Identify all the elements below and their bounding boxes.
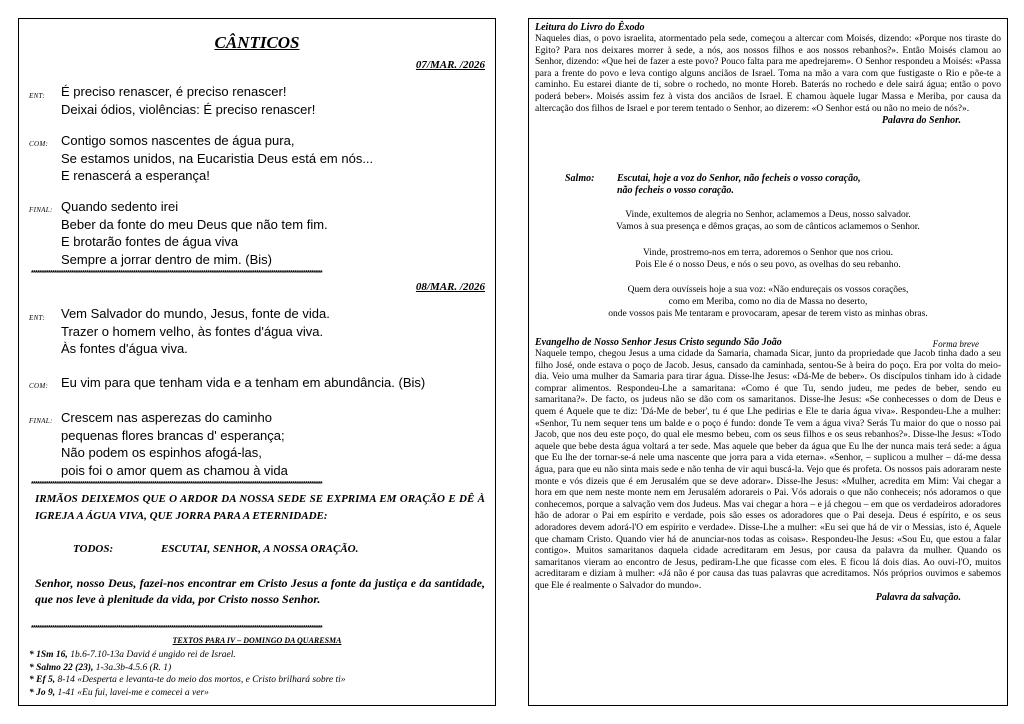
hymn-line: Quando sedento irei [61,199,179,214]
date-first-sunday: 07/MAR. /2026 [415,59,485,71]
gospel-form: Forma breve [932,339,979,349]
separator: ***************************************************************************************************************************************** [31,625,323,632]
hymn-line: Não podem os espinhos afogá-las, [61,445,262,460]
stanza-line: Vinde, prostremo-nos em terra, adoremos o Senhor que nos criou. [642,248,894,258]
hymn-line: Eu vim para que tenham vida e a tenham em abundância. (Bis) [61,375,426,390]
hymn-line: Contigo somos nascentes de água pura, [61,133,295,148]
final-label: FINAL: [29,206,53,214]
reference-text: 8-14 «Desperta e levanta-te do meio dos mortos, e Cristo brilhará sobre ti» [55,675,346,685]
hymn-line: E renascerá a esperança! [61,168,210,183]
stanza-line: Vinde, exultemos de alegria no Senhor, aclamemos a Deus, nosso salvador. [625,210,911,220]
final-label: FINAL: [29,417,53,425]
hymn-line: Se estamos unidos, na Eucaristia Deus está em nós... [61,150,374,166]
first-reading [535,34,1001,126]
prayer-intro: IRMÃOS DEIXEMOS QUE O ARDOR DA NOSSA SEDE SE EXPRIMA EM ORAÇÃO E DÊ À IGREJA A ÁGUA VIVA, QUE JORRA PARA A ETERNIDADE: [35,493,485,522]
ent-hymn-2 [61,305,489,358]
reference-item [29,662,489,675]
com-hymn-2 [61,374,489,392]
hymn-line: Vem Salvador do mundo, Jesus, fonte de vida. [61,306,330,321]
hymn-line: Deixai ódios, violências: É preciso renascer! [61,101,316,117]
todos-text: ESCUTAI, SENHOR, A NOSSA ORAÇÃO. [161,543,359,555]
reference-text: 1b.6-7.10-13a David é ungido rei de Israel. [67,650,236,660]
reference-citation: * Jo 9, [29,687,56,698]
ent-label: ENT: [29,92,45,100]
stanza-line: Quem dera ouvísseis hoje a sua voz: «Não endureçais os vossos corações, [627,285,909,295]
hymn-line: Trazer o homem velho, às fontes d'água viva. [61,323,324,339]
reading-references [29,649,489,699]
reference-item [29,687,489,700]
hymn-line: pequenas flores brancas d' esperança; [61,427,285,443]
reference-text: 1-41 «Eu fui, lavei-me e comecei a ver» [55,687,209,698]
stanza-line: Vamos à sua presença e dêmos graças, ao som de cânticos aclamemos o Senhor. [616,222,920,232]
reference-citation: * Salmo 22 (23), [29,662,94,673]
closing-prayer: Senhor, nosso Deus, fazei-nos encontrar em Cristo Jesus a fonte da justiça e da santidade, que nos leve à plenitude da vida, por Cristo nosso Senhor. [35,576,485,606]
left-page [18,18,496,706]
psalm-line: Escutai, hoje a voz do Senhor, não fecheis o vosso coração, [617,173,861,184]
reference-citation: * 1Sm 16, [29,650,68,660]
ent-hymn-1 [61,83,489,118]
psalm-stanza [535,284,1001,320]
todos-response [73,543,358,555]
final-hymn-2 [61,409,489,479]
hymn-line: pois foi o amor quem as chamou à vida [61,462,288,478]
hymn-line: Beber da fonte do meu Deus que não tem fim. [61,216,328,232]
hymn-line: E brotarão fontes de água viva [61,234,239,249]
hymn-line: Crescem nas asperezas do caminho [61,410,272,425]
psalm-response [565,173,861,197]
stanza-line: Pois Ele é o nosso Deus, e nós o seu povo, as ovelhas do seu rebanho. [635,260,901,270]
page-title: CÂNTICOS [214,33,300,52]
reference-citation: * Ef 5, [29,675,56,685]
gospel-title: Evangelho de Nosso Senhor Jesus Cristo segundo São João [535,337,782,348]
com-label: COM: [29,140,49,148]
com-label: COM: [29,382,49,390]
right-page [528,18,1008,706]
psalm-label: Salmo: [565,173,595,184]
psalm-stanza [535,247,1001,271]
ent-label: ENT: [29,314,45,322]
stanza-line: como em Meriba, como no dia de Massa no deserto, [668,297,868,307]
psalm-line: não fecheis o vosso coração. [617,185,734,196]
texts-heading: TEXTOS PARA IV – DOMINGO DA QUARESMA [172,636,342,645]
gospel-body: Naquele tempo, chegou Jesus a uma cidade da Samaria, chamada Sicar, junto da propriedade que Jacob tinha dado a seu filho José, onde estava o poço de Jacob. Jesus, cansado da caminhada, sentou-Se à beira do poço. Era por volta do meio-dia. Veio uma mulher da Samaria para tirar água. Disse-lhe Jesus: «Dá-Me de beber». Os discípulos tinham ido à cidade comprar alimentos. Respondeu-Lhe a samaritana: «Como é que Tu, sendo judeu, me pedes de beber, sendo eu samaritana?». De facto, os judeus não se dão com os samaritanos. Disse-lhe Jesus: «Se conhecesses o dom de Deus e quem é Aquele que te diz: 'Dá-Me de beber', tu é que Lhe pedirias e Ele te daria água viva». Respondeu-Lhe a mulher: «Senhor, Tu nem sequer tens um balde e o poço é fundo: donde Te vem a água viva? Serás Tu maior do que o nosso pai Jacob, que nos deu este poço, do qual ele mesmo bebeu, com os seus filhos e os seus rebanhos?». Disse-lhe Jesus: «Todo aquele que bebe desta água voltará a ter sede. Mas aquele que beber da água que Eu lhe der nunca mais terá sede: a água que Eu lhe der tornar-se-á nele uma nascente que jorra para a vida eterna». «Senhor, – suplicou a mulher – dá-me dessa água, para que eu não sinta mais sede e não tenha de vir aqui buscá-la. Vejo que és profeta. Os nossos pais adoraram neste monte e vós dizeis que é em Jerusalém que se deve adorar». Disse-lhe Jesus: «Mulher, acredita em Mim: Vai chegar a hora em que nem neste monte nem em Jerusalém adorareis o Pai. Vós adorais o que não conheceis; nós adoramos o que conhecemos, porque a salvação vem dos Judeus. Mas vai chegar a hora – e já chegou – em que os verdadeiros adoradores hão de adorar o Pai em espírito e verdade, pois são esses os adoradores que o Pai deseja. Deus é espírito, e os seus adoradores devem adorá-l'O em espírito e verdade». Disse-Lhe a mulher: «Eu sei que há de vir o Messias, isto é, Aquele que chamam Cristo. Quando vier há de anunciar-nos todas as coisas». Respondeu-lhe Jesus: «Sou Eu, que estou a falar contigo». Muitos samaritanos daquela cidade acreditaram em Jesus, por causa da palavra da mulher. Quando os samaritanos vieram ao encontro de Jesus, pediram-Lhe que ficasse com eles. E ficou lá dois dias. Ao ouvi-l'O, muitos acreditaram e diziam à mulher: «Já não é por causa das tuas palavras que acreditamos. Nós próprios ouvimos e sabemos que Ele é realmente o Salvador do mundo». [535,349,1001,591]
separator: ***************************************************************************************************************************************** [31,481,323,488]
final-hymn-1 [61,198,489,268]
com-hymn-1 [61,132,489,185]
psalm-stanza [535,209,1001,233]
reading-title: Leitura do Livro do Êxodo [535,22,645,33]
gospel-end: Palavra da salvação. [875,592,961,604]
reference-text: 1-3a.3b-4.5.6 (R. 1) [93,662,172,673]
gospel-reading [535,349,1001,603]
stanza-line: onde vossos pais Me tentaram e provocaram, apesar de terem visto as minhas obras. [608,309,928,319]
todos-label: TODOS: [73,543,114,555]
reference-item [29,649,489,662]
reference-item [29,674,489,687]
date-second-sunday: 08/MAR. /2026 [415,281,485,293]
hymn-line: Às fontes d'água viva. [61,341,188,356]
hymn-line: Sempre a jorrar dentro de mim. (Bis) [61,251,272,267]
reading-body: Naqueles dias, o povo israelita, atormentado pela sede, começou a altercar com Moisés, dizendo: «Porque nos tiraste do Egito? Para nos deixares morrer à sede, a nós, aos nossos filhos e aos nossos rebanhos?». Então Moisés clamou ao Senhor, dizendo: «Que hei de fazer a este povo? Pouco falta para me apedrejarem». O Senhor respondeu a Moisés: «Passa para a frente do povo e leva contigo alguns anciãos de Israel. Toma na mão a vara com que fustigaste o Rio e põe-te a caminho. Eu estarei diante de ti, sobre o rochedo, no monte Horeb. Baterás no rochedo e dele sairá água; então o povo poderá beber». Moisés assim fez à vista dos anciãos de Israel. E chamou àquele lugar Massa e Meriba, por causa da altercação dos filhos de Israel e por terem tentado o Senhor, ao dizerem: «O Senhor está ou não no meio de nós?». [535,34,1001,114]
hymn-line: É preciso renascer, é preciso renascer! [61,84,287,99]
reading-end: Palavra do Senhor. [881,115,961,127]
separator: ***************************************************************************************************************************************** [31,270,323,277]
